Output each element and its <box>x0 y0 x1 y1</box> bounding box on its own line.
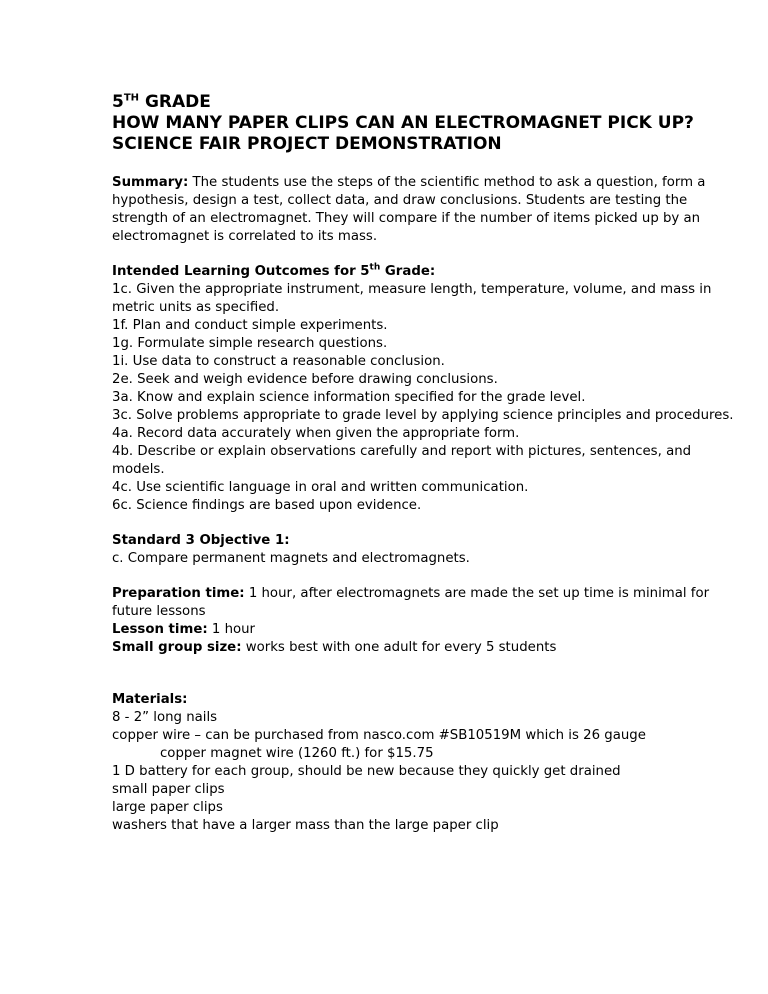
document-page <box>112 92 736 835</box>
outcome-item: 3a. Know and explain science information specified for the grade level. <box>112 390 586 405</box>
outcome-item: 2e. Seek and weigh evidence before drawing conclusions. <box>112 372 498 387</box>
materials-heading: Materials: <box>112 692 188 707</box>
outcome-item: 1f. Plan and conduct simple experiments. <box>112 318 388 333</box>
outcome-item: 1c. Given the appropriate instrument, measure length, temperature, volume, and mass in metric units as specified. <box>112 282 712 315</box>
material-item-continued: copper magnet wire (1260 ft.) for $15.75 <box>160 746 434 761</box>
group-size: Small group size: works best with one adult for every 5 students <box>112 640 557 655</box>
outcomes-section <box>112 263 736 515</box>
prep-time: Preparation time: 1 hour, after electromagnets are made the set up time is minimal for future lessons <box>112 586 710 619</box>
summary-label: Summary: <box>112 175 189 190</box>
outcome-item: 6c. Science findings are based upon evidence. <box>112 498 422 513</box>
outcome-item: 4a. Record data accurately when given the appropriate form. <box>112 426 520 441</box>
material-item: 1 D battery for each group, should be new because they quickly get drained <box>112 764 621 779</box>
standard-section <box>112 532 736 568</box>
outcome-item: 4b. Describe or explain observations carefully and report with pictures, sentences, and models. <box>112 444 692 477</box>
summary-text: The students use the steps of the scientific method to ask a question, form a hypothesis, design a test, collect data, and draw conclusions. Students are testing the strength of an electromagnet. They will compare if the number of items picked up by an electromagnet is correlated to its mass. <box>112 175 706 244</box>
outcome-item: 3c. Solve problems appropriate to grade level by applying science principles and procedures. <box>112 408 734 423</box>
material-item: 8 - 2” long nails <box>112 710 218 725</box>
title-subtitle: SCIENCE FAIR PROJECT DEMONSTRATION <box>112 134 502 154</box>
outcome-item: 1g. Formulate simple research questions. <box>112 336 388 351</box>
outcome-item: 4c. Use scientific language in oral and written communication. <box>112 480 529 495</box>
material-item: small paper clips <box>112 782 225 797</box>
material-item: large paper clips <box>112 800 223 815</box>
materials-section <box>112 691 736 835</box>
document-title <box>112 92 736 155</box>
summary-section <box>112 174 736 246</box>
outcome-item: 1i. Use data to construct a reasonable conclusion. <box>112 354 445 369</box>
material-item: washers that have a larger mass than the large paper clip <box>112 818 499 833</box>
title-grade: 5TH GRADE <box>112 92 211 112</box>
standard-heading: Standard 3 Objective 1: <box>112 533 290 548</box>
lesson-time: Lesson time: 1 hour <box>112 622 256 637</box>
outcomes-heading: Intended Learning Outcomes for 5th Grade: <box>112 262 436 279</box>
standard-text: c. Compare permanent magnets and electromagnets. <box>112 551 470 566</box>
logistics-section <box>112 585 736 657</box>
title-question: HOW MANY PAPER CLIPS CAN AN ELECTROMAGNET PICK UP? <box>112 113 694 133</box>
material-item: copper wire – can be purchased from nasco.com #SB10519M which is 26 gauge <box>112 728 646 743</box>
